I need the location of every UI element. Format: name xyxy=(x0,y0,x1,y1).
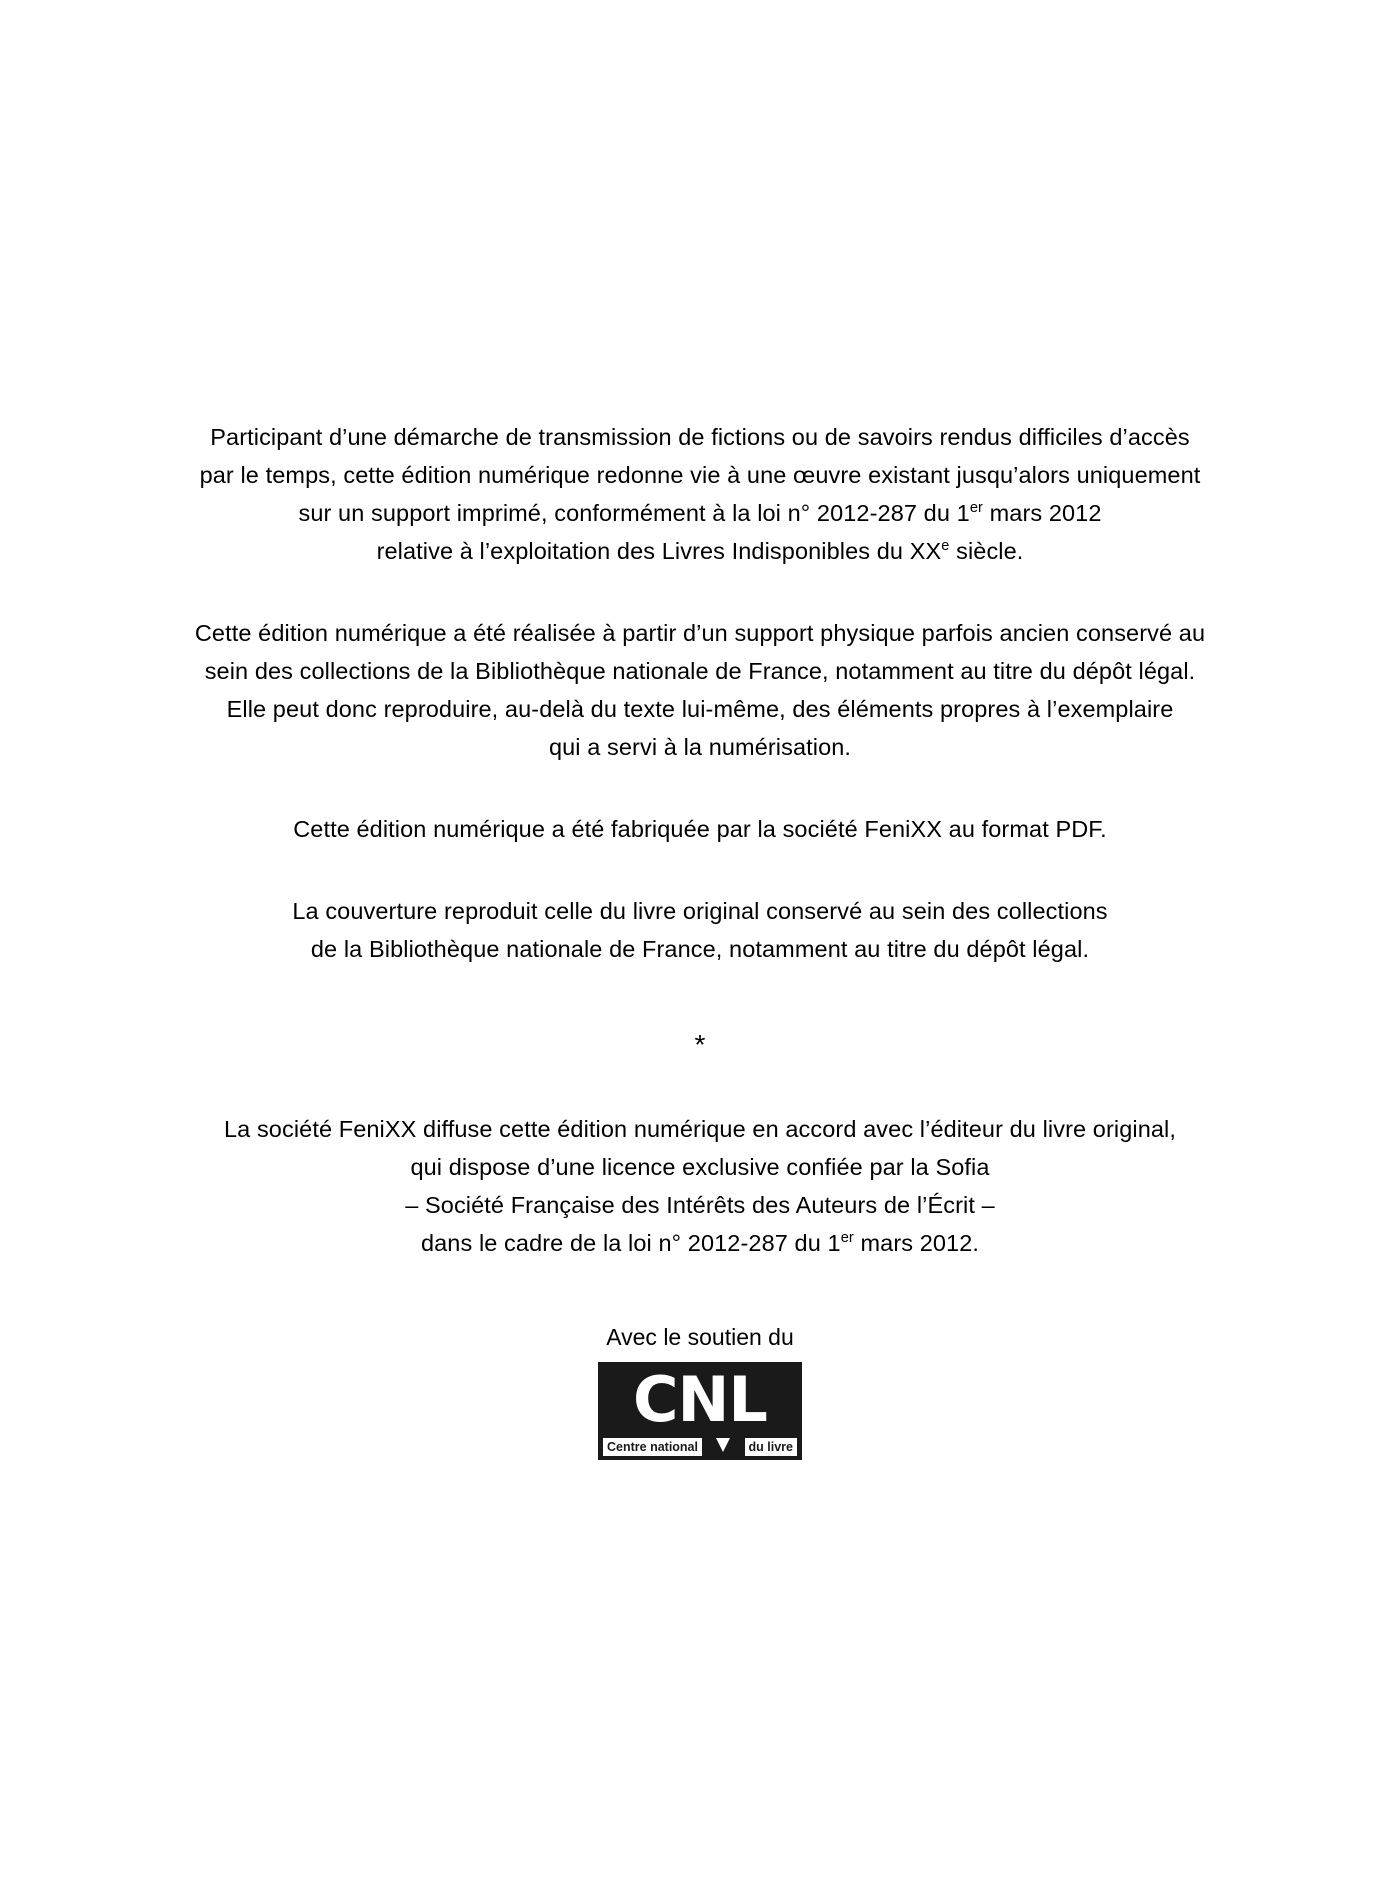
line-2: de la Bibliothèque nationale de France, notamment au titre du dépôt légal. xyxy=(310,936,1090,962)
cnl-logo-subtitle-row xyxy=(603,1437,797,1457)
legal-notice-block xyxy=(100,418,1300,1460)
line-4: qui a servi à la numérisation. xyxy=(548,734,852,760)
line-2: par le temps, cette édition numérique redonne vie à une œuvre existant jusqu’alors uniquement xyxy=(199,462,1201,488)
paragraph-fabrication-notice: Cette édition numérique a été fabriquée par la société FeniXX au format PDF. xyxy=(293,816,1107,842)
line-3: Elle peut donc reproduire, au-delà du texte lui-même, des éléments propres à l’exemplaire xyxy=(226,696,1174,722)
line-3: sur un support imprimé, conformément à la loi n° 2012-287 du 1er mars 2012 xyxy=(298,500,1102,526)
support-logo-container xyxy=(100,1362,1300,1460)
paragraph-diffusion-notice xyxy=(100,1110,1300,1262)
section-separator: * xyxy=(694,1029,706,1060)
line-4: relative à l’exploitation des Livres Indisponibles du XXe siècle. xyxy=(376,538,1024,564)
line-1: Cette édition numérique a été réalisée à partir d’un support physique parfois ancien conservé au xyxy=(194,620,1206,646)
line-4: dans le cadre de la loi n° 2012-287 du 1er mars 2012. xyxy=(420,1230,980,1256)
cnl-check-icon xyxy=(715,1438,731,1456)
line-2: sein des collections de la Bibliothèque nationale de France, notamment au titre du dépôt légal. xyxy=(204,658,1196,684)
line-3: – Société Française des Intérêts des Auteurs de l’Écrit – xyxy=(405,1192,995,1218)
line-1: La société FeniXX diffuse cette édition numérique en accord avec l’éditeur du livre original, xyxy=(223,1116,1177,1142)
line-1: La couverture reproduit celle du livre original conservé au sein des collections xyxy=(292,898,1108,924)
cnl-logo-letters-row xyxy=(598,1363,802,1436)
cnl-logo-subtitle-left: Centre national xyxy=(603,1438,702,1456)
paragraph-transmission-notice xyxy=(100,418,1300,570)
support-label: Avec le soutien du xyxy=(606,1324,794,1350)
cnl-logo-subtitle-right: du livre xyxy=(745,1438,797,1456)
line-1: Participant d’une démarche de transmission de fictions ou de savoirs rendus difficiles d’accès xyxy=(210,424,1190,450)
paragraph-cover-notice xyxy=(100,892,1300,968)
line-2: qui dispose d’une licence exclusive confiée par la Sofia xyxy=(410,1154,990,1180)
cnl-logo xyxy=(598,1362,802,1460)
cnl-logo-letters: CNL xyxy=(633,1363,767,1436)
paragraph-physical-source-notice xyxy=(100,614,1300,766)
